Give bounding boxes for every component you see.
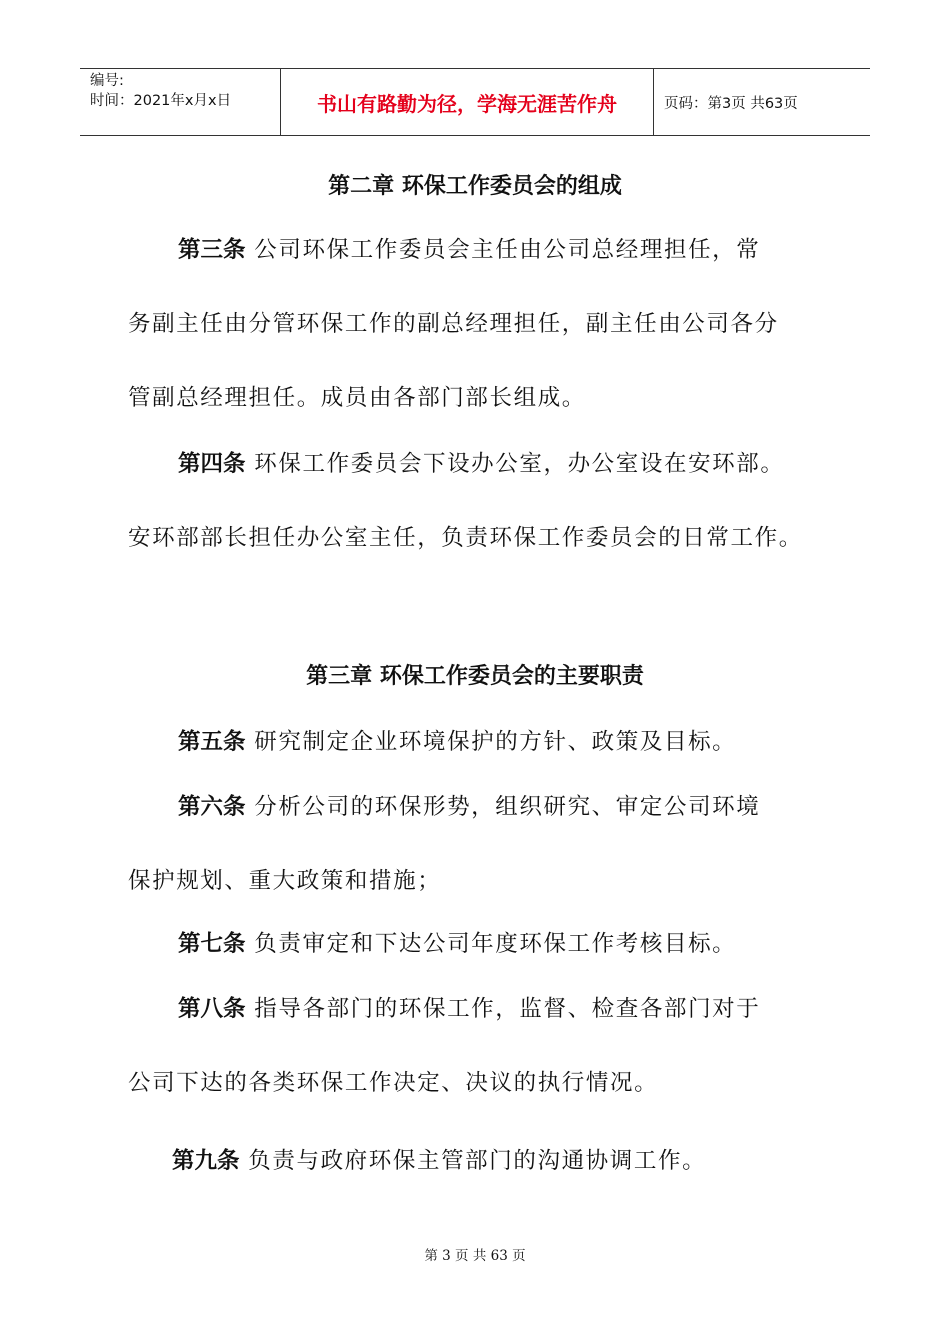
article-8-label: 第八条 xyxy=(178,996,246,1022)
chapter-2-title: 第二章 环保工作委员会的组成 xyxy=(328,174,622,199)
article-5-label: 第五条 xyxy=(178,729,246,755)
article-4-line-2: 安环部部长担任办公室主任，负责环保工作委员会的日常工作。 xyxy=(128,525,803,551)
article-8-line-1: 第八条 指导各部门的环保工作，监督、检查各部门对于 xyxy=(178,996,761,1022)
article-3-line-2: 务副主任由分管环保工作的副总经理担任，副主任由公司各分 xyxy=(128,311,779,337)
article-4-label: 第四条 xyxy=(178,451,246,477)
article-4-line-1: 第四条 环保工作委员会下设办公室，办公室设在安环部。 xyxy=(178,451,785,477)
article-9-label: 第九条 xyxy=(172,1148,240,1174)
article-3-line-3: 管副总经理担任。成员由各部门部长组成。 xyxy=(128,385,586,411)
article-7-label: 第七条 xyxy=(178,931,246,957)
article-9-line-1: 第九条 负责与政府环保主管部门的沟通协调工作。 xyxy=(172,1148,707,1174)
article-6-line-2: 保护规划、重大政策和措施； xyxy=(128,868,442,894)
article-6-label: 第六条 xyxy=(178,794,246,820)
header-page-info: 页码：第3页 共63页 xyxy=(664,95,798,112)
page-header xyxy=(80,68,870,136)
article-6-line-1: 第六条 分析公司的环保形势，组织研究、审定公司环境 xyxy=(178,794,761,820)
header-motto: 书山有路勤为径，学海无涯苦作舟 xyxy=(281,69,654,135)
page-footer: 第 3 页 共 63 页 xyxy=(424,1248,526,1264)
article-5-line-1: 第五条 研究制定企业环境保护的方针、政策及目标。 xyxy=(178,729,737,755)
number-label: 编号: xyxy=(90,73,124,89)
article-7-line-1: 第七条 负责审定和下达公司年度环保工作考核目标。 xyxy=(178,931,737,957)
article-3-line-1: 第三条 公司环保工作委员会主任由公司总经理担任，常 xyxy=(178,237,761,263)
date-label: 时间：2021年x月x日 xyxy=(90,93,232,109)
chapter-3-title: 第三章 环保工作委员会的主要职责 xyxy=(306,664,644,689)
article-3-label: 第三条 xyxy=(178,237,246,263)
article-8-line-2: 公司下达的各类环保工作决定、决议的执行情况。 xyxy=(128,1070,659,1096)
header-meta xyxy=(80,69,281,135)
